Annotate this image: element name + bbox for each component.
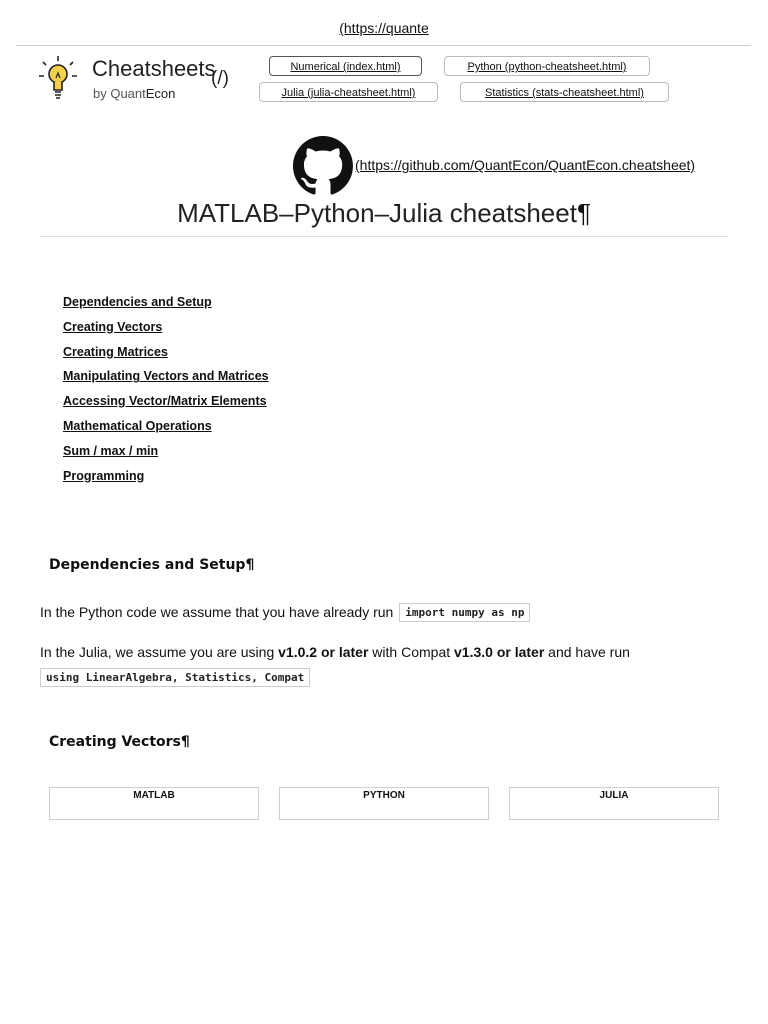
quantecon-home-link[interactable]: (https://quante (339, 20, 429, 36)
toc-link-sum-max-min[interactable]: Sum / max / min (63, 443, 159, 458)
column-header-python: PYTHON (279, 787, 489, 820)
nav-python-button[interactable]: Python (python-cheatsheet.html) (444, 56, 650, 76)
julia-using-code: using LinearAlgebra, Statistics, Compat (40, 668, 310, 687)
brand-byline: by QuantEcon (93, 86, 176, 101)
toc-item (63, 444, 269, 469)
column-header-julia: JULIA (509, 787, 719, 820)
brand-title: Cheatsheets (92, 56, 216, 81)
github-link[interactable]: (https://github.com/QuantEcon/QuantEcon.cheatsheet) (355, 157, 696, 173)
page-title: MATLAB–Python–Julia cheatsheet¶ (177, 198, 591, 228)
python-import-code: import numpy as np (399, 603, 530, 622)
header-divider (16, 45, 751, 46)
nav-julia-button[interactable]: Julia (julia-cheatsheet.html) (259, 82, 438, 102)
home-link[interactable]: (/) (211, 68, 229, 89)
toc-link-math-operations[interactable]: Mathematical Operations (63, 418, 212, 433)
nav-statistics-button[interactable]: Statistics (stats-cheatsheet.html) (460, 82, 669, 102)
toc-item (63, 419, 269, 444)
title-permalink[interactable]: ¶ (576, 198, 591, 228)
toc-item (63, 320, 269, 345)
github-icon[interactable] (293, 136, 353, 196)
toc-item (63, 345, 269, 370)
python-setup-paragraph: In the Python code we assume that you have already run import numpy as np (40, 604, 530, 620)
nav-numerical-button[interactable]: Numerical (index.html) (269, 56, 422, 76)
section-heading-dependencies: Dependencies and Setup¶ (49, 557, 255, 573)
lightbulb-logo-icon[interactable] (38, 54, 78, 106)
toc-item (63, 369, 269, 394)
toc-item (63, 295, 269, 320)
toc-item (63, 469, 269, 494)
toc-link-dependencies[interactable]: Dependencies and Setup (63, 295, 212, 309)
table-of-contents (63, 295, 269, 493)
toc-link-creating-matrices[interactable]: Creating Matrices (63, 344, 168, 359)
title-divider (40, 236, 728, 237)
column-header-matlab: MATLAB (49, 787, 259, 820)
toc-item (63, 394, 269, 419)
section-heading-creating-vectors: Creating Vectors¶ (49, 734, 190, 750)
toc-link-programming[interactable]: Programming (63, 468, 145, 483)
julia-setup-paragraph: In the Julia, we assume you are using v1.0.2 or later with Compat v1.3.0 or later and have run (40, 644, 630, 660)
toc-link-accessing[interactable]: Accessing Vector/Matrix Elements (63, 394, 267, 409)
toc-link-manipulating[interactable]: Manipulating Vectors and Matrices (63, 369, 269, 384)
toc-link-creating-vectors[interactable]: Creating Vectors (63, 319, 163, 334)
